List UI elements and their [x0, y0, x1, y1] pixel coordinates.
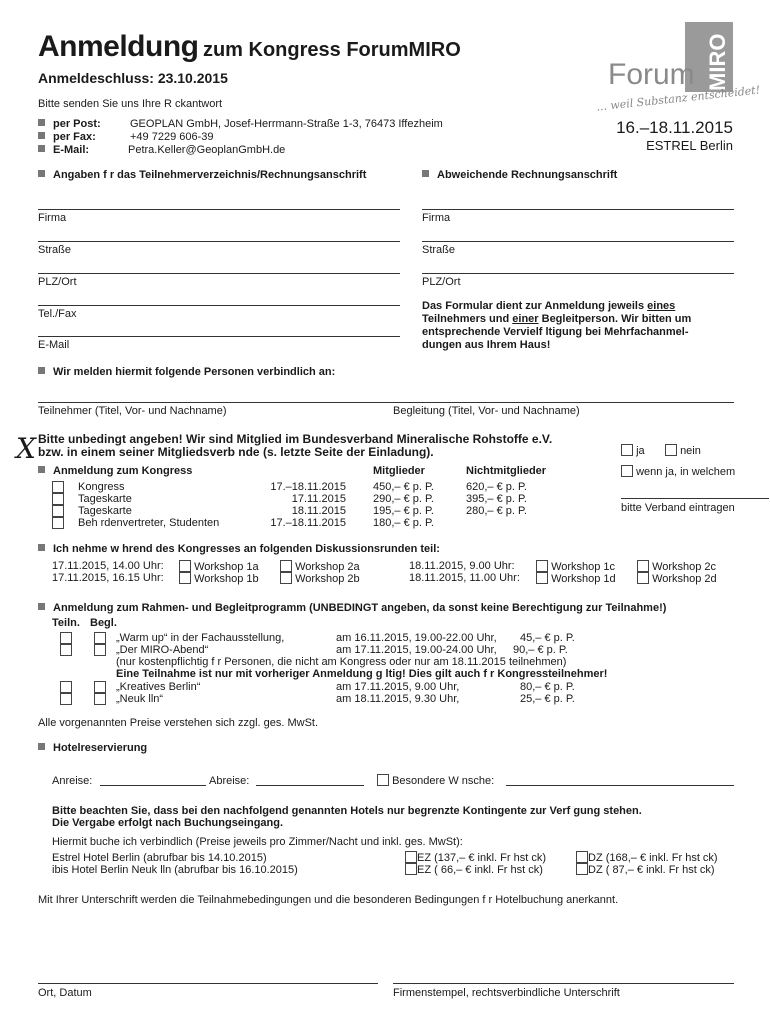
checkbox-begl[interactable] [94, 632, 106, 644]
program-row[interactable] [94, 693, 106, 706]
contact-email: E-Mail: [38, 144, 89, 156]
col-members: Mitglieder [373, 465, 425, 477]
congress-row-name: Tageskarte [78, 505, 132, 517]
membership-which[interactable]: wenn ja, in welchem [621, 465, 735, 478]
checkbox-which[interactable] [621, 465, 633, 477]
program-price: 90,– € p. P. [513, 644, 568, 656]
forummiro-logo [608, 22, 736, 94]
event-venue: ESTREL Berlin [646, 138, 733, 153]
checkbox-workshop-2d[interactable] [637, 572, 649, 584]
congress-row-date: 17.11.2015 [291, 493, 346, 505]
checkbox-workshop-1d[interactable] [536, 572, 548, 584]
association-label: bitte Verband eintragen [621, 502, 735, 514]
tel-fax-line[interactable] [38, 305, 400, 306]
contact-fax-value: +49 7229 606-39 [130, 131, 214, 143]
congress-row[interactable] [52, 517, 64, 530]
contact-post-value: GEOPLAN GmbH, Josef-Herrmann-Straße 1-3, 76473 Iffezheim [130, 118, 443, 130]
terms-note: Mit Ihrer Unterschrift werden die Teilnahmebedingungen und die besonderen Bedingungen f r Hotelbuchung anerkannt. [38, 894, 619, 906]
checkbox-workshop-1c[interactable] [536, 560, 548, 572]
program-row[interactable] [94, 644, 106, 657]
form-note: Das Formular dient zur Anmeldung jeweils eines Teilnehmers und einer Begleitperson. Wir bitten um entsprechende Vervielf ltigung bei Mehrfachanmel- dungen aus Ihrem Haus! [422, 300, 692, 351]
checkbox-yes[interactable] [621, 444, 633, 456]
congress-row-member: 290,– € p. P. [373, 493, 434, 505]
alt-strasse-line[interactable] [422, 241, 734, 242]
congress-row-name: Tageskarte [78, 493, 132, 505]
persons-heading: Wir melden hiermit folgende Personen verbindlich an: [38, 366, 335, 378]
workshop-1c[interactable]: Workshop 1c [536, 560, 615, 573]
signature-label: Firmenstempel, rechtsverbindliche Unterschrift [393, 987, 620, 999]
bullet-icon [38, 132, 45, 139]
program-name: „Der MIRO-Abend“ [116, 644, 209, 656]
congress-row-name: Beh rdenvertreter, Studenten [78, 517, 220, 529]
firma-label: Firma [38, 212, 67, 224]
workshop-1d[interactable]: Workshop 1d [536, 572, 616, 585]
hotel-ez[interactable]: EZ ( 66,– € inkl. Fr hst ck) [405, 863, 543, 876]
workshop-2c[interactable]: Workshop 2c [637, 560, 716, 573]
alt-firma-label: Firma [422, 212, 451, 224]
vat-note: Alle vorgenannten Preise verstehen sich zzgl. ges. MwSt. [38, 717, 319, 729]
hotel-heading: Hotelreservierung [38, 742, 147, 754]
bullet-icon [38, 145, 45, 152]
checkbox-begl[interactable] [94, 681, 106, 693]
logo-forum-text: Forum [608, 58, 695, 91]
email-label: E-Mail [38, 339, 70, 351]
plz-ort-line[interactable] [38, 273, 400, 274]
hotel-binding: Hiermit buche ich verbindlich (Preise jeweils pro Zimmer/Nacht und inkl. ges. MwSt): [52, 836, 463, 848]
checkbox-workshop-1b[interactable] [179, 572, 191, 584]
hotel-name: Estrel Hotel Berlin (abrufbar bis 14.10.2015) [52, 852, 267, 864]
plz-ort-label: PLZ/Ort [38, 276, 77, 288]
alt-plz-ort-line[interactable] [422, 273, 734, 274]
bullet-icon [38, 544, 45, 551]
hotel-name: ibis Hotel Berlin Neuk lln (abrufbar bis 16.10.2015) [52, 864, 298, 876]
arrival-field[interactable] [100, 785, 206, 786]
tel-fax-label: Tel./Fax [38, 308, 77, 320]
congress-row-name: Kongress [78, 481, 125, 493]
checkbox-begl[interactable] [94, 693, 106, 705]
persons-line[interactable] [38, 402, 734, 403]
arrival-label: Anreise: [52, 775, 93, 787]
workshop-2b[interactable]: Workshop 2b [280, 572, 360, 585]
program-price: 45,– € p. P. [520, 632, 575, 644]
congress-row-date: 17.–18.11.2015 [270, 481, 346, 493]
hotel-ez[interactable]: EZ (137,– € inkl. Fr hst ck) [405, 851, 546, 864]
alt-plz-ort-label: PLZ/Ort [422, 276, 461, 288]
contact-fax: per Fax: [38, 131, 96, 143]
membership-line2: bzw. in einem seiner Mitgliedsverb nde (s. letzte Seite der Einladung). [38, 445, 434, 459]
logo-tagline: ... weil Substanz entscheidet! [595, 83, 761, 114]
signature-line[interactable] [393, 983, 734, 984]
col-nonmembers: Nichtmitglieder [466, 465, 547, 477]
checkbox-workshop-2a[interactable] [280, 560, 292, 572]
program-price: 80,– € p. P. [520, 681, 575, 693]
workshop-2a[interactable]: Workshop 2a [280, 560, 360, 573]
logo-miro-text: MIRO [705, 33, 730, 91]
workshop-1a[interactable]: Workshop 1a [179, 560, 259, 573]
departure-field[interactable] [256, 785, 364, 786]
wishes-field[interactable] [506, 785, 734, 786]
checkbox-congress[interactable] [52, 481, 64, 493]
congress-row-date: 17.–18.11.2015 [270, 517, 346, 529]
checkbox-ez[interactable] [405, 863, 417, 875]
congress-row-non: 620,– € p. P. [466, 481, 527, 493]
program-price: 25,– € p. P. [520, 693, 575, 705]
program-name: „Warm up“ in der Fachausstellung, [116, 632, 285, 644]
checkbox-teil[interactable] [60, 632, 72, 644]
membership-line1: Bitte unbedingt angeben! Wir sind Mitglied im Bundesverband Mineralische Rohstoffe e.V. [38, 432, 553, 446]
wishes-label[interactable]: Besondere W nsche: [377, 774, 494, 787]
bullet-icon [38, 466, 45, 473]
congress-row-member: 450,– € p. P. [373, 481, 434, 493]
checkbox-dz[interactable] [576, 863, 588, 875]
checkbox-dz[interactable] [576, 851, 588, 863]
bullet-icon [38, 743, 45, 750]
congress-row-non: 395,– € p. P. [466, 493, 527, 505]
checkbox-workshop-1a[interactable] [179, 560, 191, 572]
col-begl: Begl. [90, 617, 117, 629]
workshop-1b[interactable]: Workshop 1b [179, 572, 259, 585]
departure-label: Abreise: [209, 775, 250, 787]
place-date-label: Ort, Datum [38, 987, 92, 999]
checkbox-teil[interactable] [60, 644, 72, 656]
checkbox-workshop-2b[interactable] [280, 572, 292, 584]
membership-no[interactable]: nein [665, 444, 701, 457]
program-row[interactable] [60, 644, 72, 657]
companion-label: Begleitung (Titel, Vor- und Nachname) [393, 405, 580, 417]
place-date-line[interactable] [38, 983, 378, 984]
program-warning: Eine Teilnahme ist nur mit vorheriger Anmeldung g ltig! Dies gilt auch f r Kongressteilnehmer! [116, 668, 608, 680]
bullet-icon [422, 170, 429, 177]
hotel-note-1: Bitte beachten Sie, dass bei den nachfolgend genannten Hotels nur begrenzte Kontingente zur Verf gung stehen. [52, 805, 642, 817]
workshop-time-3: 18.11.2015, 9.00 Uhr: [409, 560, 515, 572]
congress-row-member: 180,– € p. P. [373, 517, 434, 529]
checkbox-day-17[interactable] [52, 493, 64, 505]
contact-email-value: Petra.Keller@GeoplanGmbH.de [128, 144, 286, 156]
col-teil: Teiln. [52, 617, 80, 629]
checkbox-day-18[interactable] [52, 505, 64, 517]
program-heading: Anmeldung zum Rahmen- und Begleitprogramm (UNBEDINGT angeben, da sonst keine Berechtigung zur Teilnahme!) [38, 602, 666, 614]
alt-firma-line[interactable] [422, 209, 734, 210]
program-date: am 16.11.2015, 19.00-22.00 Uhr, [336, 632, 497, 644]
page-title: Anmeldung zum Kongress ForumMIRO [38, 30, 461, 63]
strasse-label: Straße [38, 244, 72, 256]
program-date: am 17.11.2015, 19.00-24.00 Uhr, [336, 644, 497, 656]
program-name: „Kreatives Berlin“ [116, 681, 201, 693]
bullet-icon [38, 119, 45, 126]
checkbox-teil[interactable] [60, 681, 72, 693]
checkbox-no[interactable] [665, 444, 677, 456]
checkbox-wishes[interactable] [377, 774, 389, 786]
program-note: (nur kostenpflichtig f r Personen, die nicht am Kongress oder nur am 18.11.2015 teilnehmen) [116, 656, 567, 668]
program-name: „Neuk lln“ [116, 693, 164, 705]
workshop-2d[interactable]: Workshop 2d [637, 572, 717, 585]
alt-strasse-label: Straße [422, 244, 456, 256]
membership-yes[interactable]: ja [621, 444, 645, 457]
contact-post: per Post: [38, 118, 101, 130]
association-line[interactable] [621, 498, 769, 499]
bullet-icon [38, 170, 45, 177]
participant-label: Teilnehmer (Titel, Vor- und Nachname) [38, 405, 227, 417]
workshops-heading: Ich nehme w hrend des Kongresses an folgenden Diskussionsrunden teil: [38, 543, 440, 555]
congress-row-member: 195,– € p. P. [373, 505, 434, 517]
checkbox-begl[interactable] [94, 644, 106, 656]
program-date: am 18.11.2015, 9.30 Uhr, [336, 693, 460, 705]
workshop-time-2: 17.11.2015, 16.15 Uhr: [52, 572, 164, 584]
deadline: Anmeldeschluss: 23.10.2015 [38, 70, 228, 86]
congress-heading: Anmeldung zum Kongress [38, 465, 192, 477]
checkbox-authority[interactable] [52, 517, 64, 529]
workshop-time-1: 17.11.2015, 14.00 Uhr: [52, 560, 164, 572]
checkbox-workshop-2c[interactable] [637, 560, 649, 572]
address-left-heading: Angaben f r das Teilnehmerverzeichnis/Rechnungsanschrift [38, 169, 366, 181]
hotel-dz[interactable]: DZ (168,– € inkl. Fr hst ck) [576, 851, 718, 864]
hotel-note-2: Die Vergabe erfolgt nach Buchungseingang. [52, 817, 284, 829]
workshop-time-4: 18.11.2015, 11.00 Uhr: [409, 572, 520, 584]
cross-mark: X [16, 432, 36, 465]
firma-line[interactable] [38, 209, 400, 210]
bullet-icon [38, 367, 45, 374]
checkbox-ez[interactable] [405, 851, 417, 863]
email-line[interactable] [38, 336, 400, 337]
congress-row-date: 18.11.2015 [291, 505, 346, 517]
send-note: Bitte senden Sie uns Ihre R ckantwort [38, 98, 223, 110]
strasse-line[interactable] [38, 241, 400, 242]
hotel-dz[interactable]: DZ ( 87,– € inkl. Fr hst ck) [576, 863, 715, 876]
event-date: 16.–18.11.2015 [616, 118, 733, 137]
program-date: am 17.11.2015, 9.00 Uhr, [336, 681, 460, 693]
congress-row-non: 280,– € p. P. [466, 505, 527, 517]
address-right-heading: Abweichende Rechnungsanschrift [422, 169, 617, 181]
program-row[interactable] [60, 693, 72, 706]
checkbox-teil[interactable] [60, 693, 72, 705]
bullet-icon [38, 603, 45, 610]
